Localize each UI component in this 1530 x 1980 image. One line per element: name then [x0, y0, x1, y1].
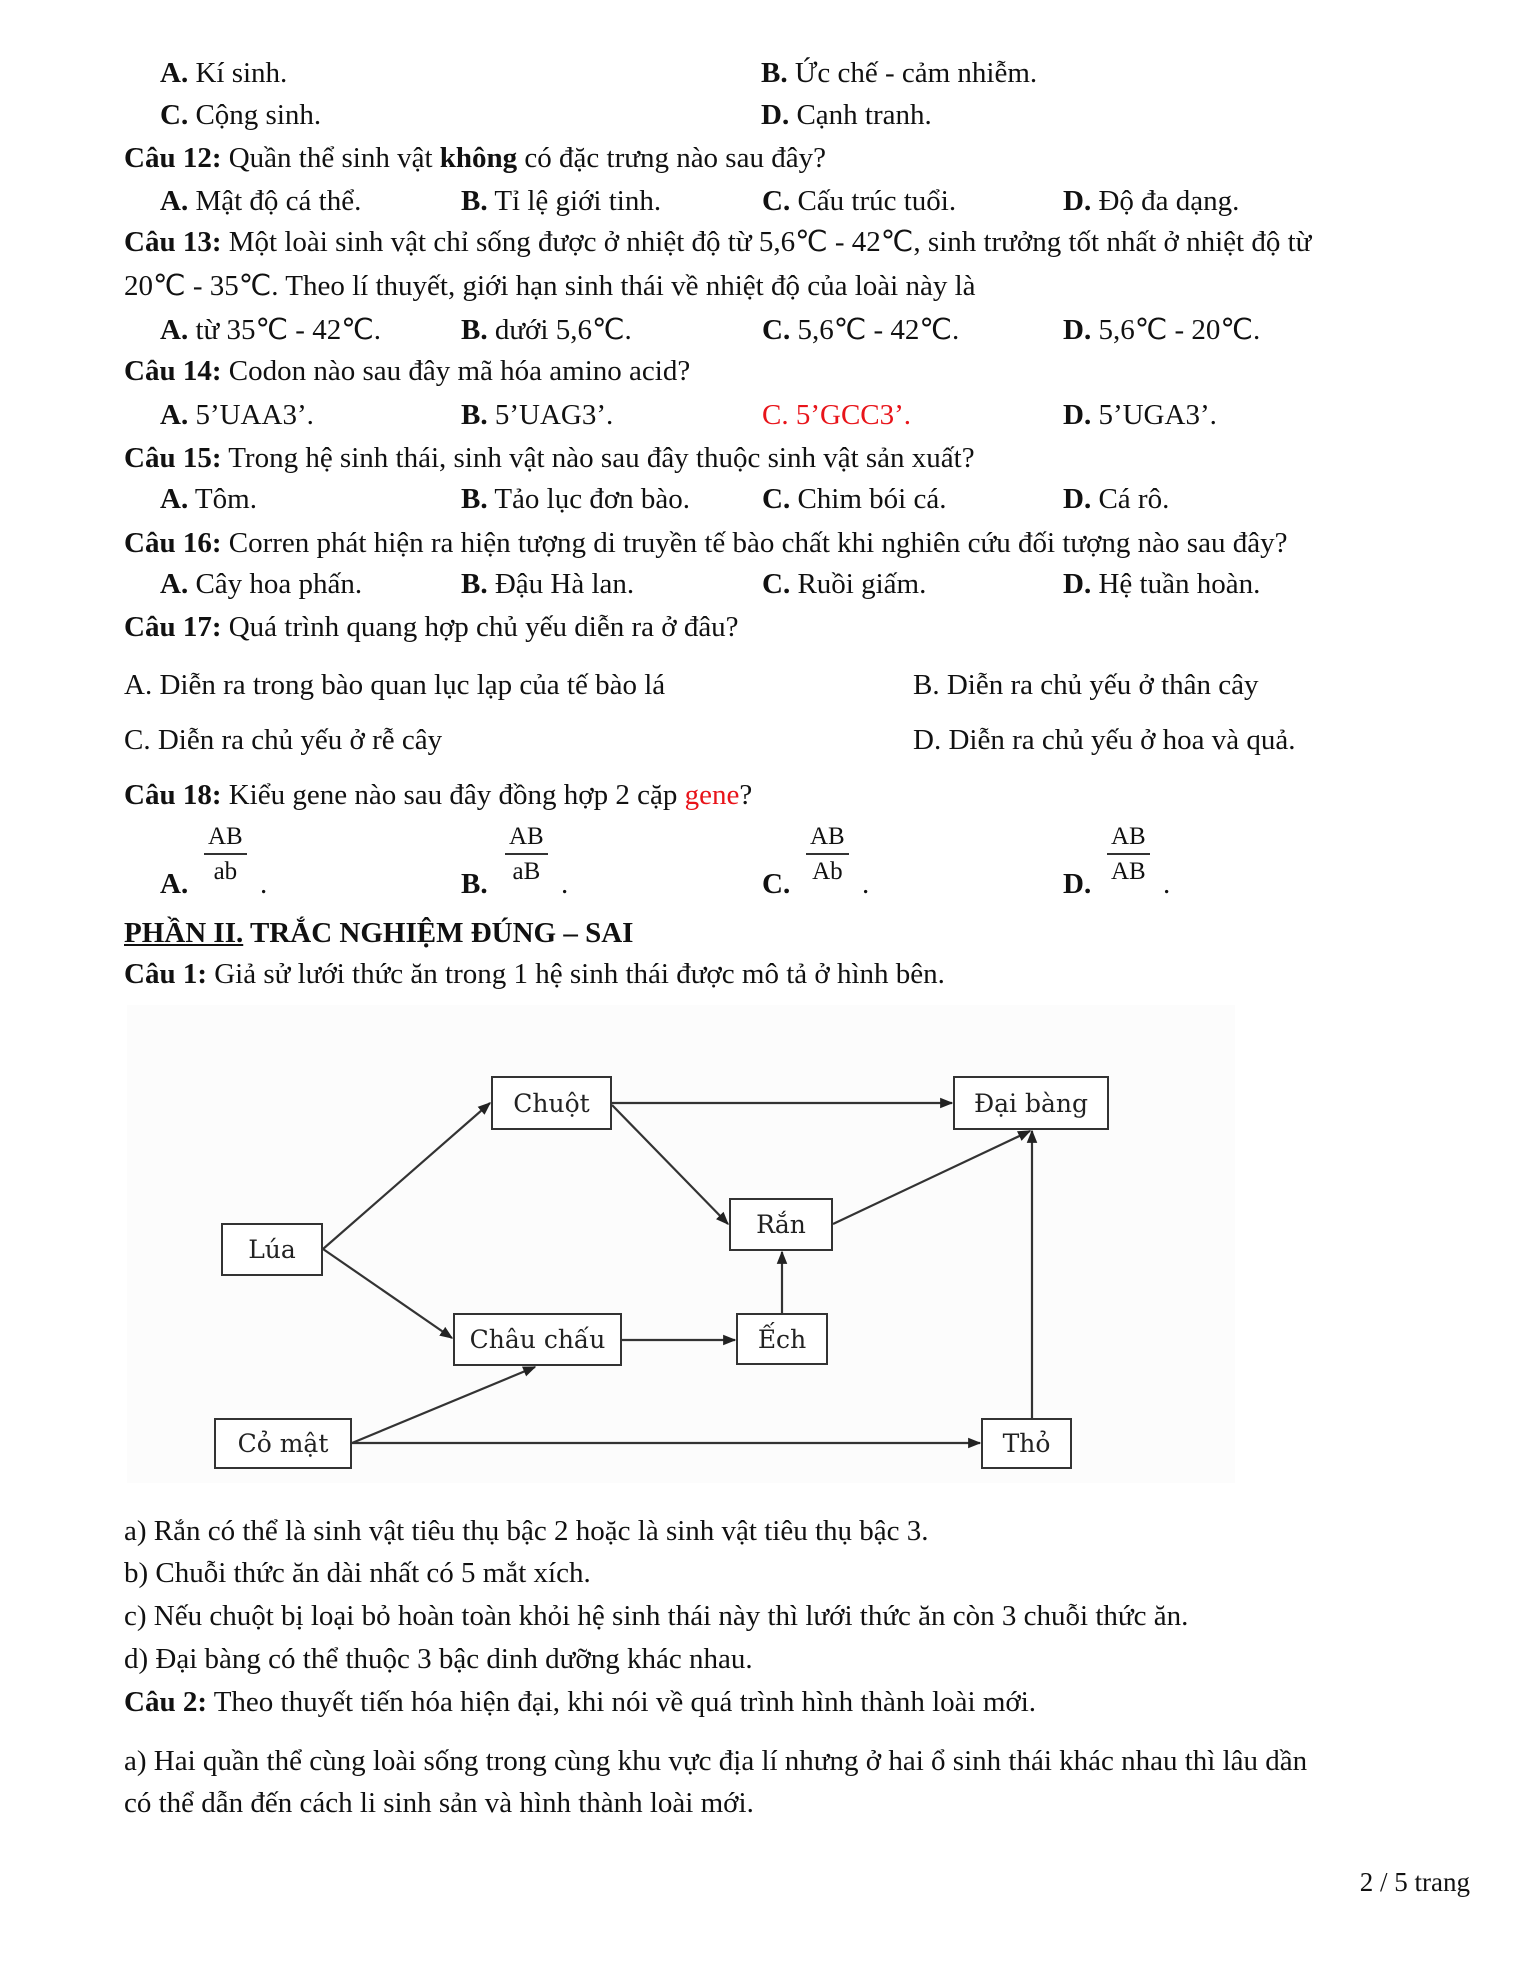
q16-option-b	[461, 566, 634, 602]
q18-option-b-end: .	[561, 868, 569, 900]
question-highlight: gene	[684, 779, 740, 811]
node-chau-chau: Châu chấu	[453, 1313, 622, 1366]
q15-stem	[124, 440, 975, 476]
question-text: Corren phát hiện ra hiện tượng di truyền tế bào chất khi nghiên cứu đối tượng nào sau đây?	[221, 527, 1288, 559]
option-text: 5’UAA3’.	[188, 399, 314, 431]
q14-stem	[124, 353, 690, 389]
option-text: từ 35℃ - 42℃.	[188, 314, 382, 346]
option-label: A.	[160, 399, 189, 431]
q11-option-b	[761, 55, 1037, 91]
q16-stem	[124, 525, 1287, 561]
q11-option-d	[761, 97, 932, 133]
question-label: Câu 12:	[124, 142, 222, 174]
option-text: Ruồi giấm.	[790, 568, 927, 600]
q18-option-a-label: A.	[160, 868, 189, 900]
q13-option-c	[762, 312, 959, 348]
node-lua: Lúa	[221, 1223, 323, 1276]
section-heading	[124, 915, 633, 951]
question-label: Câu 13:	[124, 226, 222, 258]
node-chuot: Chuột	[491, 1076, 612, 1130]
option-label: D.	[1063, 568, 1092, 600]
p2q2-statement-a-line1: a) Hai quần thể cùng loài sống trong cùng khu vực địa lí nhưng ở hai ổ sinh thái khác nhau thì lâu dần	[124, 1745, 1308, 1777]
option-text: Chim bói cá.	[790, 483, 947, 515]
q17-option-c: C. Diễn ra chủ yếu ở rễ cây	[124, 724, 443, 756]
option-text: Mật độ cá thể.	[188, 185, 362, 217]
q16-option-a	[160, 566, 362, 602]
option-label: D.	[1063, 399, 1092, 431]
section-title: TRẮC NGHIỆM ĐÚNG – SAI	[243, 917, 634, 949]
q12-option-c	[762, 183, 956, 219]
q13-option-a	[160, 312, 381, 348]
node-ran: Rắn	[729, 1198, 833, 1251]
option-text: Độ đa dạng.	[1091, 185, 1240, 217]
fraction-denominator: Ab	[812, 858, 843, 885]
question-text: Quần thể sinh vật	[221, 142, 440, 174]
question-label: Câu 15:	[124, 442, 222, 474]
fraction-numerator: AB	[509, 823, 544, 850]
option-label: B.	[461, 399, 488, 431]
q16-option-d	[1063, 566, 1260, 602]
fraction-numerator: AB	[1111, 823, 1146, 850]
q11-option-a	[160, 55, 287, 91]
fraction-bar	[806, 853, 849, 855]
option-text: Cấu trúc tuổi.	[790, 185, 957, 217]
option-label: B.	[461, 185, 488, 217]
option-text: Kí sinh.	[188, 57, 288, 89]
fraction-bar	[505, 853, 548, 855]
option-text: Ức chế - cảm nhiễm.	[787, 57, 1038, 89]
option-label: A.	[160, 185, 189, 217]
p2q1-statement-c: c) Nếu chuột bị loại bỏ hoàn toàn khỏi hệ sinh thái này thì lưới thức ăn còn 3 chuỗi thức ăn.	[124, 1600, 1189, 1632]
node-tho: Thỏ	[981, 1418, 1072, 1469]
fraction-denominator: ab	[213, 858, 238, 885]
q18-option-d-end: .	[1163, 868, 1171, 900]
option-text: dưới 5,6℃.	[487, 314, 632, 346]
option-text: Cạnh tranh.	[789, 99, 932, 131]
question-text: Quá trình quang hợp chủ yếu diễn ra ở đâu?	[221, 611, 739, 643]
q18-option-b-fraction	[505, 824, 548, 885]
q18-stem	[124, 777, 752, 813]
q14-option-c-highlighted	[762, 397, 911, 433]
option-text: 5’UGA3’.	[1091, 399, 1217, 431]
option-text: Cộng sinh.	[188, 99, 322, 131]
option-label: B.	[761, 57, 788, 89]
fraction-denominator: aB	[512, 858, 541, 885]
question-text: Một loài sinh vật chỉ sống được ở nhiệt độ từ 5,6℃ - 42℃, sinh trưởng tốt nhất ở nhiệt độ từ	[221, 226, 1312, 258]
option-label: D.	[761, 99, 790, 131]
node-dai-bang: Đại bàng	[953, 1076, 1109, 1130]
option-label: B.	[461, 568, 488, 600]
p2q1-statement-b: b) Chuỗi thức ăn dài nhất có 5 mắt xích.	[124, 1557, 591, 1589]
option-label: C.	[762, 399, 789, 431]
question-label: Câu 2:	[124, 1686, 207, 1718]
q13-option-b	[461, 312, 632, 348]
q17-option-d: D. Diễn ra chủ yếu ở hoa và quả.	[913, 724, 1296, 756]
fraction-denominator: AB	[1111, 858, 1146, 885]
p2q2-statement-a-line2: có thể dẫn đến cách li sinh sản và hình thành loài mới.	[124, 1787, 754, 1819]
q14-option-d	[1063, 397, 1217, 433]
option-label: D.	[1063, 483, 1092, 515]
question-text: Codon nào sau đây mã hóa amino acid?	[221, 355, 691, 387]
q11-option-c	[160, 97, 321, 133]
option-text: Đậu Hà lan.	[487, 568, 635, 600]
question-label: Câu 18:	[124, 779, 222, 811]
question-text: Trong hệ sinh thái, sinh vật nào sau đây thuộc sinh vật sản xuất?	[221, 442, 975, 474]
option-text: Cá rô.	[1091, 483, 1170, 515]
q15-option-b	[461, 481, 690, 517]
question-emphasis: không	[439, 142, 518, 174]
option-text: 5,6℃ - 20℃.	[1091, 314, 1261, 346]
question-text: ?	[739, 779, 753, 811]
q15-option-c	[762, 481, 946, 517]
q14-option-b	[461, 397, 613, 433]
question-text: Giả sử lưới thức ăn trong 1 hệ sinh thái được mô tả ở hình bên.	[206, 958, 945, 990]
q18-option-a-end: .	[260, 868, 268, 900]
q17-stem	[124, 609, 739, 645]
option-text: Tảo lục đơn bào.	[487, 483, 691, 515]
option-label: C.	[762, 568, 791, 600]
question-label: Câu 16:	[124, 527, 222, 559]
option-text: Tôm.	[188, 483, 257, 515]
section-number: PHẦN II.	[124, 917, 244, 949]
q13-stem-line1	[124, 224, 1311, 260]
fraction-numerator: AB	[208, 823, 243, 850]
q13-stem-line2: 20℃ - 35℃. Theo lí thuyết, giới hạn sinh thái về nhiệt độ của loài này là	[124, 270, 976, 302]
option-label: A.	[160, 314, 189, 346]
q14-option-a	[160, 397, 314, 433]
q17-option-a: A. Diễn ra trong bào quan lục lạp của tế bào lá	[124, 669, 666, 701]
option-label: C.	[160, 99, 189, 131]
option-label: A.	[160, 568, 189, 600]
question-label: Câu 1:	[124, 958, 207, 990]
q12-stem	[124, 140, 826, 176]
question-label: Câu 14:	[124, 355, 222, 387]
fraction-bar	[204, 853, 247, 855]
fraction-bar	[1107, 853, 1150, 855]
option-label: B.	[461, 314, 488, 346]
q12-option-d	[1063, 183, 1239, 219]
option-label: A.	[160, 57, 189, 89]
question-text: có đặc trưng nào sau đây?	[517, 142, 826, 174]
question-text: Theo thuyết tiến hóa hiện đại, khi nói về quá trình hình thành loài mới.	[206, 1686, 1037, 1718]
q18-option-c-fraction	[806, 824, 849, 885]
fraction-numerator: AB	[810, 823, 845, 850]
node-co-mat: Cỏ mật	[214, 1418, 352, 1469]
option-text: 5,6℃ - 42℃.	[790, 314, 960, 346]
q13-option-d	[1063, 312, 1260, 348]
option-label: C.	[762, 185, 791, 217]
q17-option-b: B. Diễn ra chủ yếu ở thân cây	[913, 669, 1259, 701]
q15-option-a	[160, 481, 257, 517]
option-text: Hệ tuần hoàn.	[1091, 568, 1261, 600]
q18-option-d-label: D.	[1063, 868, 1092, 900]
q18-option-a-fraction	[204, 824, 247, 885]
p2q1-stem	[124, 956, 945, 992]
q12-option-b	[461, 183, 661, 219]
p2q1-statement-a: a) Rắn có thể là sinh vật tiêu thụ bậc 2 hoặc là sinh vật tiêu thụ bậc 3.	[124, 1515, 929, 1547]
option-text: 5’GCC3’.	[788, 399, 912, 431]
q18-option-d-fraction	[1107, 824, 1150, 885]
q15-option-d	[1063, 481, 1169, 517]
q18-option-c-label: C.	[762, 868, 791, 900]
option-label: A.	[160, 483, 189, 515]
option-label: B.	[461, 483, 488, 515]
node-ech: Ếch	[736, 1313, 828, 1365]
option-text: Tỉ lệ giới tinh.	[487, 185, 662, 217]
q18-option-c-end: .	[862, 868, 870, 900]
q16-option-c	[762, 566, 926, 602]
q18-option-b-label: B.	[461, 868, 488, 900]
option-label: D.	[1063, 185, 1092, 217]
option-label: C.	[762, 314, 791, 346]
option-label: D.	[1063, 314, 1092, 346]
q12-option-a	[160, 183, 361, 219]
question-label: Câu 17:	[124, 611, 222, 643]
option-text: 5’UAG3’.	[487, 399, 614, 431]
page-number: 2 / 5 trang	[1359, 1867, 1470, 1897]
p2q1-statement-d: d) Đại bàng có thể thuộc 3 bậc dinh dưỡng khác nhau.	[124, 1643, 753, 1675]
option-text: Cây hoa phấn.	[188, 568, 363, 600]
p2q2-stem	[124, 1684, 1036, 1720]
option-label: C.	[762, 483, 791, 515]
question-text: Kiểu gene nào sau đây đồng hợp 2 cặp	[221, 779, 685, 811]
